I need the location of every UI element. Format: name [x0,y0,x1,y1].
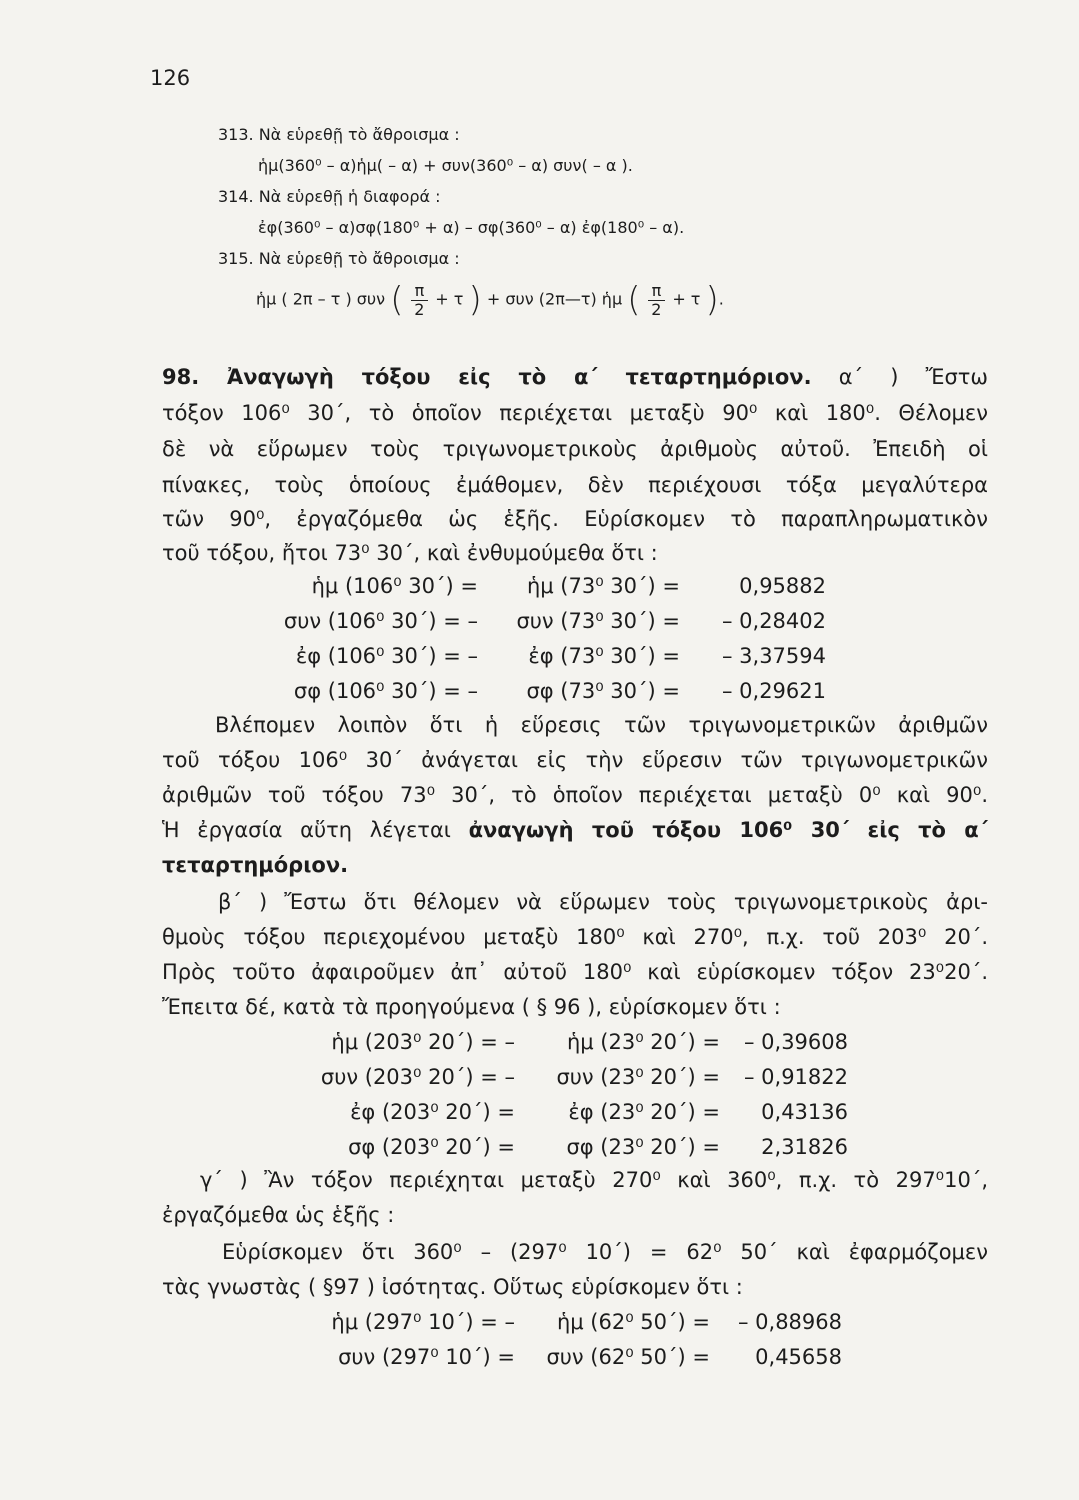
expr-part: + συν (2π—τ) ἡμ [486,289,623,309]
eq-value: 0,45658 [755,1345,842,1369]
paren-close: ) [468,280,482,320]
fraction-denominator: 2 [414,299,425,319]
eq-value: – 0,88968 [737,1310,842,1334]
expr-part: + τ [672,289,701,309]
fraction-denominator: 2 [651,299,662,319]
eq-lhs: σφ (106⁰ 30΄) = – [293,679,478,703]
eq-lhs: συν (203⁰ 20΄) = – [320,1065,515,1089]
eq-value: 0,95882 [739,574,826,598]
exercise-315-expression [256,280,724,320]
text-run: α΄ ) Ἔστω [838,365,988,389]
paren-open: ( [390,280,404,320]
eq-mid: ἐφ (23⁰ 20΄) = [568,1100,720,1124]
exercise-314-expression: ἐφ(360⁰ – α)σφ(180⁰ + α) – σφ(360⁰ – α) ἐφ(180⁰ – α). [258,218,685,237]
text-line: θμοὺς τόξου περιεχομένου μεταξὺ 180⁰ καὶ 270⁰, π.χ. τοῦ 203⁰ 20΄. [162,925,988,949]
equation-block-a [0,574,1079,714]
text-line: β΄ ) Ἔστω ὅτι θέλομεν νὰ εὕρωμεν τοὺς τριγωνομετρικοὺς ἀρι- [218,890,988,914]
eq-lhs: ἡμ (106⁰ 30΄) = [311,574,478,598]
text-line: τῶν 90⁰, ἐργαζόμεθα ὡς ἑξῆς. Εὑρίσκομεν τὸ παραπληρωματικὸν [162,507,988,531]
fraction-numerator: π [411,282,429,301]
eq-lhs: ἐφ (203⁰ 20΄) = [350,1100,515,1124]
exercise-313-title: 313. Νὰ εὑρεθῇ τὸ ἄθροισμα : [218,125,460,144]
text-line: πίνακες, τοὺς ὁποίους ἐμάθομεν, δὲν περιέχουσι τόξα μεγαλύτερα [162,473,988,497]
text-line [162,818,988,842]
text-line: τὰς γνωστὰς ( §97 ) ἰσότητας. Οὕτως εὑρίσκομεν ὅτι : [162,1275,743,1299]
eq-mid: σφ (73⁰ 30΄) = [526,679,680,703]
text-line: δὲ νὰ εὕρωμεν τοὺς τριγωνομετρικοὺς ἀριθμοὺς αὐτοῦ. Ἐπειδὴ οἱ [162,437,988,461]
paren-close: ) [705,280,719,320]
eq-lhs: ἡμ (203⁰ 20΄) = – [331,1030,515,1054]
page-number: 126 [150,66,191,90]
eq-mid: συν (23⁰ 20΄) = [556,1065,720,1089]
fraction-numerator: π [648,282,666,301]
bold-term-end: τεταρτημόριον. [162,853,349,877]
eq-mid: συν (73⁰ 30΄) = [516,609,680,633]
eq-mid: ἐφ (73⁰ 30΄) = [528,644,680,668]
eq-value: – 0,39608 [743,1030,848,1054]
text-run: Ἡ ἐργασία αὕτη λέγεται [162,818,451,842]
eq-mid: ἡμ (73⁰ 30΄) = [526,574,680,598]
eq-value: – 0,29621 [721,679,826,703]
eq-value: 2,31826 [761,1135,848,1159]
eq-value: – 0,28402 [721,609,826,633]
eq-value: 0,43136 [761,1100,848,1124]
eq-lhs: ἡμ (297⁰ 10΄) = – [331,1310,515,1334]
text-line: ἀριθμῶν τοῦ τόξου 73⁰ 30΄, τὸ ὁποῖον περιέχεται μεταξὺ 0⁰ καὶ 90⁰. [162,783,988,807]
equation-block-c [0,1310,1079,1380]
eq-value: – 0,91822 [743,1065,848,1089]
text-line: Πρὸς τοῦτο ἀφαιροῦμεν ἀπ᾿ αὐτοῦ 180⁰ καὶ εὑρίσκομεν τόξον 23⁰20΄. [162,960,988,984]
expr-part: + τ [435,289,464,309]
exercise-314-title: 314. Νὰ εὑρεθῇ ἡ διαφορά : [218,187,441,206]
eq-mid: σφ (23⁰ 20΄) = [566,1135,720,1159]
fraction [411,282,429,319]
text-line: τοῦ τόξου 106⁰ 30΄ ἀνάγεται εἰς τὴν εὕρεσιν τῶν τριγωνομετρικῶν [162,748,988,772]
section-98-line-1 [162,365,988,389]
fraction [648,282,666,319]
text-line: Εὑρίσκομεν ὅτι 360⁰ – (297⁰ 10΄) = 62⁰ 50΄ καὶ ἐφαρμόζομεν [222,1240,988,1264]
eq-lhs: σφ (203⁰ 20΄) = [348,1135,515,1159]
text-line: Ἔπειτα δέ, κατὰ τὰ προηγούμενα ( § 96 ), εὑρίσκομεν ὅτι : [162,995,781,1019]
eq-lhs: συν (297⁰ 10΄) = [338,1345,515,1369]
text-line: γ΄ ) Ἂν τόξον περιέχηται μεταξὺ 270⁰ καὶ 360⁰, π.χ. τὸ 297⁰10΄, [200,1168,988,1192]
eq-value: – 3,37594 [721,644,826,668]
eq-mid: συν (62⁰ 50΄) = [546,1345,710,1369]
eq-lhs: ἐφ (106⁰ 30΄) = – [295,644,478,668]
equation-block-b [0,1030,1079,1170]
eq-mid: ἡμ (62⁰ 50΄) = [556,1310,710,1334]
section-heading: 98. Ἀναγωγὴ τόξου εἰς τὸ α΄ τεταρτημόριον. [162,365,812,389]
text-line: Βλέπομεν λοιπὸν ὅτι ἡ εὕρεσις τῶν τριγωνομετρικῶν ἀριθμῶν [215,713,988,737]
eq-lhs: συν (106⁰ 30΄) = – [283,609,478,633]
text-line: τοῦ τόξου, ἤτοι 73⁰ 30΄, καὶ ἐνθυμούμεθα ὅτι : [162,541,658,565]
exercise-313-expression: ἡμ(360⁰ – α)ἡμ( – α) + συν(360⁰ – α) συν( – α ). [258,156,633,175]
expr-end: . [718,289,724,309]
paren-open: ( [627,280,641,320]
text-line: ἐργαζόμεθα ὡς ἑξῆς : [162,1203,395,1227]
text-line: τόξον 106⁰ 30΄, τὸ ὁποῖον περιέχεται μεταξὺ 90⁰ καὶ 180⁰. Θέλομεν [162,401,988,425]
eq-mid: ἡμ (23⁰ 20΄) = [566,1030,720,1054]
expr-part: ἡμ ( 2π – τ ) συν [256,289,386,309]
exercise-315-title: 315. Νὰ εὑρεθῇ τὸ ἄθροισμα : [218,249,460,268]
bold-term: ἀναγωγὴ τοῦ τόξου 106⁰ 30΄ εἰς τὸ α΄ [468,818,988,842]
